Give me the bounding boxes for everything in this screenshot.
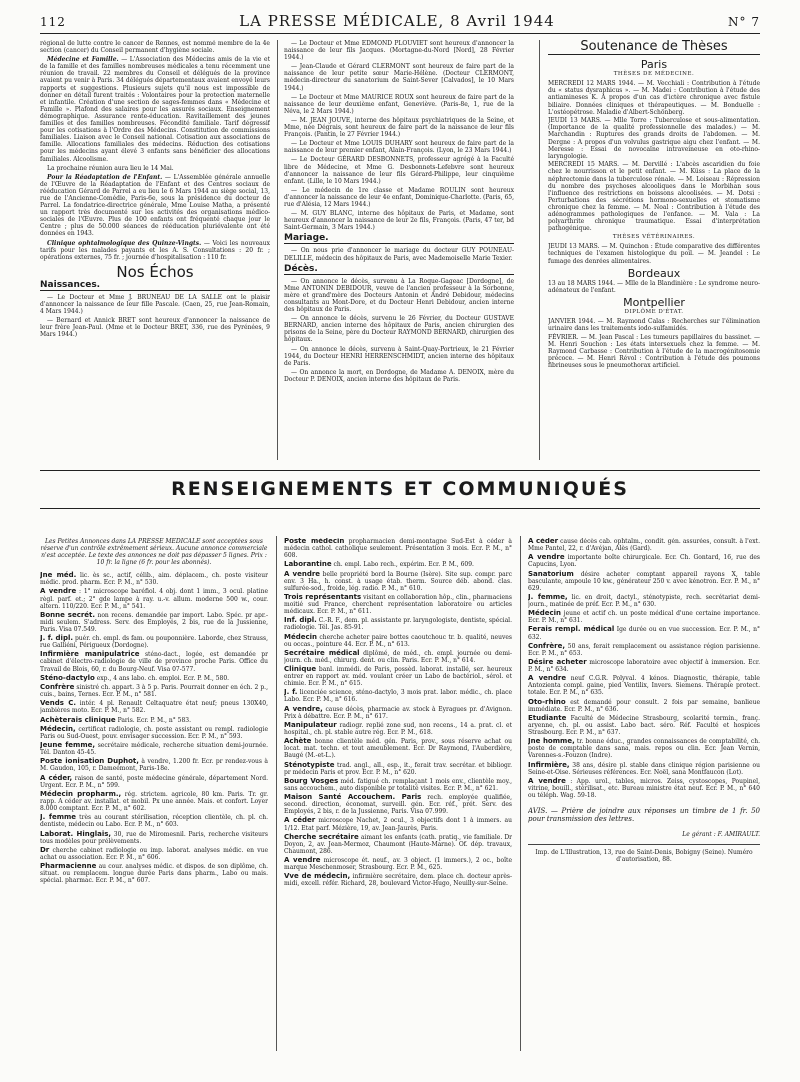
ad-text: trad. angl., all., esp., it., ferait trav. secrétar. et bibliogr. pr médecin Paris et prov. Ecr. P. M., n° 620. <box>284 761 512 776</box>
classified-ad <box>40 651 268 672</box>
news-run-in-heading: Pour la Réadaptation de l'Enfant. <box>47 173 163 181</box>
classified-ad <box>284 706 512 720</box>
city-heading-bordeaux: Bordeaux <box>627 266 681 280</box>
classified-ad <box>528 610 760 624</box>
ads-intro: Les Petites Annonces dans LA PRESSE MÉDICALE sont acceptées sous réserve d'un contrôle extrêmement sérieux. Aucune annonce commerciale n'est acceptée. Le texte des annonces ne doit pas dépasser 5 lignes. Prix : 10 fr. la ligne (6 fr. pour les abonnés). <box>40 538 268 567</box>
ad-lead: Médecin <box>528 609 562 618</box>
ad-lead: A vendre <box>528 553 565 562</box>
ad-text: bonne clientèle méd. gén. Paris, prov., sous réserve achat ou locat. mat. techn. et tout ameublement. Ecr. Dr Raymond, l'Auberdière, Baugé (M.-et-L.). <box>284 738 512 760</box>
ad-lead: Médecin, <box>40 724 76 733</box>
ad-lead: Désire acheter <box>528 658 587 667</box>
gerant-line: Le gérant : F. AMIRAULT. <box>682 830 760 838</box>
classified-ad <box>528 643 760 657</box>
ad-lead: Vve de médecin, <box>284 872 351 881</box>
ad-lead: Secrétaire médical <box>284 648 360 657</box>
ad-lead: A vendre <box>40 587 77 596</box>
classified-ad <box>528 675 760 696</box>
ad-lead: Cherche secrétaire <box>284 832 359 841</box>
news-text: — Voici les nouveaux tarifs pour les malades payants et les A. S. Consultations : 20 fr. ; opérations externes, 75 fr. ; journée d'hospitalisation : 110 fr. <box>40 239 270 261</box>
ad-text: 50 ans, ferait remplacement ou assistance région parisienne. Ecr. P. M., n° 653. <box>528 642 760 657</box>
classified-ad <box>40 684 268 698</box>
ad-text: sténo-dact., logée, est demandée pr cabinet d'électro-radiologie de ville de province proche Paris. Office du Travail de Blois, 60, r. du Bourg-Neuf. Visa 07-577. <box>40 651 268 673</box>
issue-number: N° 7 <box>728 15 760 29</box>
classified-ad <box>284 778 512 792</box>
ad-lead: J. femme, <box>528 592 568 601</box>
news-paragraph <box>40 40 270 54</box>
ad-text: certificat radiologie, ch. poste assistant ou rempl. radiologie Paris ou Sud-Ouest, pouv. envisager succession. Ecr. P. M., n° 593. <box>40 725 268 740</box>
theses-title: Soutenance de Thèses <box>548 40 760 55</box>
journal-title: LA PRESSE MÉDICALE, 8 Avril 1944 <box>239 12 555 30</box>
death-notice: — On annonce le décès, survenu à La Roque-Gageac [Dordogne], de Mme ANTONIN DEBIDOUR, veuve de l'ancien professeur à la Sorbonne, mère et grand'mère des Docteurs Antonin et André Debidour, médecins consultants au Mont-Dore, et du Docteur Henri Debidour, ancien interne des hôpitaux de Paris. <box>284 277 514 314</box>
ad-lead: Achèterais clinique <box>40 715 116 724</box>
classified-ad <box>284 689 512 703</box>
classified-ad <box>528 738 760 759</box>
thesis-entry: JEUDI 13 MARS. — Mlle Torre : Tuberculose et sous-alimentation. (Importance de la qualité professionnelle des malades.) — M. Marchandin : Ruptures des grands droits de l'abdomen. — M. Dergne : A propos d'un volvulus gastrique aigu chez l'enfant. — M. Meresse : Essai de novocaïne intraveineuse en oto-rhino-laryngologie. <box>548 117 760 160</box>
ad-lead: Trois représentants <box>284 592 362 601</box>
news-paragraph <box>40 165 270 172</box>
ad-text: intér. 4 pl. Renault Celtaquatre état neuf; pneus 130X40, jambières moto. Ecr. P. M., n° 582. <box>40 700 268 715</box>
birth-notice: — Le Docteur et Mme EDMOND PLOUVIET sont heureux d'annoncer la naissance de leur fils Jacques. (Mortagne-du-Nord [Nord], 28 Février 1944.) <box>284 40 514 62</box>
ad-text: désire acheter comptant appareil rayons X, table basculante, ampoule 10 kw., générateur 250 v. avec kénotron. Ecr. P. M., n° 629. <box>528 570 760 592</box>
ad-lead: Infirmière, <box>528 760 570 769</box>
ad-text: lic. ès sc., actif, célib., aim. déplacem., ch. poste visiteur médic. prod. pharm. Ecr. P. M., n° 530. <box>40 572 268 587</box>
ad-text: au cour. analyses médic. et dispos. de son diplôme, ch. situat. ou remplacem. longue durée Paris dans pharm., Labo ou mais. spécial. pharmac. Ecr. P. M., n° 607. <box>40 863 268 885</box>
ad-lead: Poste médecin <box>284 538 345 545</box>
classified-ad <box>40 700 268 714</box>
classified-ad <box>40 726 268 740</box>
classified-ad <box>284 634 512 648</box>
avis-notice: AVIS. — Prière de joindre aux réponses un timbre de 1 fr. 50 pour transmission des lettres. <box>528 806 760 823</box>
classified-ad <box>40 572 268 586</box>
ad-lead: A vendre <box>284 569 321 578</box>
classified-ad <box>284 738 512 759</box>
death-notice: — On annonce la mort, en Dordogne, de Madame A. DENOIX, mère du Docteur P. DENOIX, ancien interne des hôpitaux de Paris. <box>284 368 514 383</box>
classified-ad <box>40 831 268 845</box>
ad-text: Faculté de Médecine Strasbourg, scolarité termin., franç. aryenne, ch. pl. ou assist. Labo bact. séro. Réf. Faculté et hospices Strasbourg. Ecr. P. M., n° 637. <box>528 714 760 736</box>
imprimeur-line: Imp. de L'Illustration, 13, rue de Saint-Denis, Bobigny (Seine). Numéro d'autorisation, 88. <box>528 844 760 863</box>
thesis-entry: FÉVRIER. — M. Jean Pascal : Les tumeurs papillaires du bassinet. — M. Henri Souchon : Les états intersexuels chez la femme. — M. Raymond Carbasse : Contribution à l'étude de la macrogénitosomie précoce. — M. Henri Révol : Contribution à l'étude des poumons fibrineuses sous le pneumothorax artificiel. <box>548 333 760 370</box>
birth-notice: — M. JEAN JOUVE, interne des hôpitaux psychiatriques de la Seine, et Mme, née Dégrais, sont heureux de faire part de la naissance de leur fils François. (Pantin, le 27 Février 1944.) <box>284 116 514 139</box>
ad-text: cause décès, pharmacie av. stock à Eyragues pr. d'Avignon. Prix à débattre. Ecr. P. M., n° 617. <box>284 705 512 720</box>
ad-lead: Médecin propharm., <box>40 789 122 798</box>
ad-lead: Pharmacienne <box>40 862 97 871</box>
page-number: 112 <box>40 15 66 29</box>
ad-lead: Ferais rempl. médical <box>528 625 615 634</box>
classified-ad <box>40 612 268 633</box>
ad-lead: J. f. <box>284 688 298 697</box>
ad-text: neuf C.G.R. Polyval. 4 kénos. Diagnostic, thérapie, table Antozienta compl. gaine, pied Ventilix, Invers. Siemens. Thérapie protect. totale. Ecr. P. M., n° 635. <box>528 675 760 697</box>
birth-notice: — Le Docteur et Mme MAURICE ROUX sont heureux de faire part de la naissance de leur deuxième enfant, Geneviève. (Paris-8e, 1, rue de la Néva, le 2 Mars 1944.) <box>284 93 514 115</box>
ad-lead: Jeune femme, <box>40 741 96 750</box>
ad-lead: Confrère <box>40 682 75 691</box>
ad-lead: Oto-rhino <box>528 697 566 706</box>
news-text: La prochaine réunion aura lieu le 14 Mai. <box>47 164 174 172</box>
classified-ad <box>528 571 760 592</box>
ad-lead: Médecin <box>284 632 318 641</box>
classified-ad <box>284 650 512 664</box>
theses-veterinaires: JEUDI 13 MARS. — M. Quinchon : Étude comparative des différentes techniques de l'examen histologique du poil. — M. Jeandel : Le fumage des denrées alimentaires. <box>548 243 760 265</box>
column-1 <box>40 40 270 465</box>
ad-text: cause décès cab. ophtalm., condit. gén. assurées, consult. à l'ext. Mme Pantel, 22, r. d'Avéjan, Alès (Gard). <box>528 538 760 553</box>
ad-text: sinistré ch. appart. 3 à 5 p. Paris. Pourrait donner en éch. 2 p., cuis., bains, Ternes. Ecr. P. M., n° 581. <box>40 683 268 699</box>
theses-section <box>548 40 760 425</box>
ad-text: aimant les enfants (cath. pratiq., vie familiale. Dr Doyon, 2, av. Jean-Mermoz, Chaumont (Haute-Marne). Of. dép. travaux, Chaumont, 286. <box>284 833 512 855</box>
ad-lead: Infirmière manipulatrice <box>40 650 140 659</box>
ad-text: radiogr. replié zone sud, non recens., 14 a. prat. cl. et hospital., ch. pl. stable autre rég. Ecr. P. M., 618. <box>284 721 512 736</box>
news-text: — L'Association des Médecins amis de la vie et de la famille et des familles nombreuses médicales a tenu récemment une réunion de travail. 22 membres du Conseil et délégués de la province avaient pu venir à Paris. 34 délégués départementaux avaient envoyé leurs rapports et suggestions. Plusieurs sujets qu'il nous est impossible de donner en détail furent traités : Volontaires pour la protection maternelle et infantile. Création d'une section de sages-femmes dans « Médecine et Famille ». Plafond des salaires pour les assurés sociaux. Enseignement démographique. Assurance rente-éducation. Ravitaillement des jeunes familles et des familles nombreuses. Fécondité familiale. Tarif dégressif pour les cotisations à l'Ordre des Médecins. Constitution de commissions familiales. Liaison avec le Conseil national. Cotisation aux associations de famille. Allocations familiales des médecins. Réduction des cotisations pour les médecins ayant élevé 3 enfants sans bénéficier des allocations familiales. Alcoolisme. <box>40 56 270 163</box>
ad-lead: Bourg Vosges <box>284 776 339 785</box>
ad-text: exp., 4 ans labo. ch. emploi. Ecr. P. M., 580. <box>94 674 230 682</box>
theses-montpellier-list <box>548 318 760 369</box>
ad-lead: Manipulateur <box>284 720 337 729</box>
classified-ad <box>284 834 512 855</box>
theses-medecine-list <box>548 80 760 232</box>
news-text: — L'Assemblée générale annuelle de l'Œuvre de la Réadaptation de l'Enfant et des Centres sociaux de rééducation Gérard de Parrel a eu lieu le 6 Mars 1944 au siège social, 13, rue de l'Ancienne-Comédie, Paris-6e, sous la présidence du docteur de Parrel. La fondatrice-directrice générale, Mme Louise Matha, a présenté un rapport très documenté sur les activités des organisations médico-sociales de l'Œuvre. Plus de 100 enfants ont fréquenté chaque jour le Centre ; plus de 50.000 séances de rééducation pluriévalente ont été données en 1943. <box>40 173 270 238</box>
ad-lead: Sténotypiste <box>284 760 335 769</box>
ad-text: : App. urol., tables, micros. Zeiss, cystoscopes, Poupinel, vitrine, bouill., stérilisat., etc. Bureau ministre état neuf. Ecr. P. M., n° 640 ou téléph. Wag. 59-18. <box>528 777 760 799</box>
ad-text: propharmacien demi-montagne Sud-Est à céder à médecin cathol. catholique seulement. Présentation 3 mois. Ecr. P. M., n° 608. <box>284 538 512 560</box>
ad-lead: A vendre <box>528 776 566 785</box>
classified-ad <box>284 794 512 815</box>
death-notice: — On annonce le décès, survenu à Saint-Quay-Portrieux, le 21 Février 1944, du Docteur HENRI HERRENSCHMIDT, ancien interne des hôpitaux de Paris. <box>284 345 514 367</box>
ad-lead: Bonne secrét. <box>40 610 96 619</box>
classified-ad <box>284 857 512 871</box>
birth-notice: — Le Docteur et Mme LOUIS DUHARY sont heureux de faire part de la naissance de leur premier enfant, Alain-François. (Lyon, le 23 Mars 1944.) <box>284 140 514 155</box>
classified-ad <box>284 571 512 592</box>
news-paragraph <box>40 240 270 261</box>
ad-text: méd. fatigué ch. remplaçant 1 mois env., clientèle moy., sans accouchem., auto disponible pr totalité visites. Ecr. P. M., n° 621. <box>284 777 512 792</box>
ad-text: cherche cabinet radiologie ou imp. laborat. analyses médic. en vue achat ou association. Ecr. P. M., n° 606. <box>40 846 268 861</box>
ad-lead: A vendre <box>528 674 567 683</box>
classified-ad <box>40 863 268 884</box>
ad-text: microscope Nachet, 2 ocul., 3 objectifs dont 1 à immers. au 1/12. Etat parf. Mézière, 19, av. Jean-Jaurès, Paris. <box>284 817 512 832</box>
ad-text: rech. employée qualifiée, second. direction, économat, surveill. gén. Ecr. réf., prét. Serv. des Employés, 2 bis, r. de la Jussienne, Paris. Visa 07.999. <box>284 794 512 816</box>
birth-notice: — M. GUY BLANC, interne des hôpitaux de Paris, et Madame, sont heureux d'annoncer la naissance de leur 2e fils, François. (Paris, 47 ter, bd Saint-Germain, 3 Mars 1944.) <box>284 210 514 232</box>
news-run-in-heading: Médecine et Famille. <box>47 56 119 64</box>
classified-ad <box>284 666 512 687</box>
ad-lead: A céder <box>284 816 316 825</box>
classified-ad <box>40 742 268 756</box>
birth-notice: — Jean-Claude et Gérard CLERMONT sont heureux de faire part de la naissance de leur petite sœur Marie-Hélène. (Docteur CLERMONT, médecin-directeur du sanatorium de Saint-Sever [Calvados], le 10 Mars 1944.) <box>284 63 514 92</box>
death-notice: — On annonce le décès, survenu le 26 Février, du Docteur GUSTAVE BERNARD, ancien interne des hôpitaux de Paris, ancien chirurgien des prisons de la Seine, père du Docteur RAYMOND BERNARD, chirurgien des hôpitaux. <box>284 315 514 344</box>
ad-text: 38 ans, désire pl. stable dans clinique région parisienne ou Seine-et-Oise. Sérieuses références. Ecr. Noël, sana Montfaucon (Lot). <box>528 761 760 776</box>
ad-lead: Jne méd. <box>40 571 77 580</box>
ad-lead: Etudiante <box>528 713 567 722</box>
thesis-entry: JANVIER 1944. — M. Raymond Calas : Recherches sur l'élimination urinaire dans les traitements iodo-sulfamidés. <box>548 318 760 333</box>
ad-lead: Achète <box>284 737 312 746</box>
classified-ad <box>284 594 512 615</box>
ad-text: ch. empl. Labo rech., expérim. Ecr. P. M., 609. <box>331 561 474 569</box>
classified-ad <box>40 588 268 609</box>
birth-notice: — Bernard et Annick BRET sont heureux d'annoncer la naissance de leur frère Jean-Paul. (Mme et le Docteur BRET, 336, rue des Pyrénées, 9 Mars 1944.) <box>40 317 270 339</box>
news-paragraph <box>40 56 270 162</box>
ad-text: 30, rue de Miromesnil. Paris, recherche visiteurs tous modèles pour prélèvements. <box>40 830 268 845</box>
ad-text: Ige durée ou en vue succession. Ecr. P. M., n° 632. <box>528 626 760 641</box>
ad-lead: A céder <box>528 538 559 545</box>
ad-text: à vendre, 1.200 fr. Ecr. pr rendez-vous à M. Gaudon, 105, r. Dameémont, Paris-18e. <box>40 758 268 773</box>
ad-text: belle propriété bord la Bourne (Isère). Site sup. compr. parc env. 3 Ha., h. const. à usage étab. therm. Source déb. abond. clas. sulfurée-sod., froide, lég. radio. P. M., n° 610. <box>284 570 512 592</box>
ad-lead: J. femme <box>40 813 77 822</box>
theses-veterinaires-label: THÈSES VÉTÉRINAIRES. <box>612 234 696 241</box>
classified-ad <box>284 538 512 559</box>
ads-column-2 <box>284 538 512 1068</box>
mariage-heading: Mariage. <box>284 235 514 244</box>
news-text: régional de lutte contre le cancer de Rennes, est nommé membre de la 4e section (cancer) du Conseil permanent d'hygiène sociale. <box>40 40 270 55</box>
classified-ad <box>284 617 512 631</box>
ad-lead: Dr <box>40 845 50 854</box>
ad-text: C.-R. F., dem. pl. assistante pr. laryngologiste, dentiste, spécial. radiologie. Tél. Jas. 85-91. <box>284 617 512 632</box>
ad-lead: A vendre <box>284 856 321 865</box>
city-heading-paris: Paris <box>640 58 668 72</box>
ad-lead: Inf. dipl. <box>284 616 317 625</box>
ad-lead: Vends C. <box>40 699 77 708</box>
ad-text: secrétaire médicale, recherche situation demi-journée. Tél. Danton 45-45. <box>40 742 268 757</box>
classified-ad <box>528 538 760 552</box>
ad-text: Paris. Ecr. P. M., n° 583. <box>115 716 191 724</box>
renseignements-title: RENSEIGNEMENTS ET COMMUNIQUÉS <box>171 478 629 500</box>
classified-ad <box>528 778 760 799</box>
classified-ad <box>40 675 268 682</box>
classified-ad <box>284 873 512 887</box>
diplome-label: DIPLÔME D'ÉTAT. <box>624 309 684 315</box>
ad-lead: Laborat. Hinglais, <box>40 829 112 838</box>
classified-ad <box>40 814 268 828</box>
ad-text: est demandé pour consult. 2 fois par semaine, banlieue immédiate. Ecr. P. M., n° 636. <box>528 698 760 713</box>
theses-bordeaux: 13 au 18 MARS 1944. — Mlle de la Blandinière : Le syndrome neuro-adénateux de l'enfant. <box>548 279 760 294</box>
ad-text: infirmière secrétaire, dem. place ch. docteur après-midi, excell. référ. Richard, 28, boulevard Victor-Hugo, Neuilly-sur-Seine. <box>284 873 512 888</box>
section-rule-top <box>40 470 760 471</box>
classified-ad <box>40 847 268 861</box>
ad-lead: Sanatorium <box>528 569 574 578</box>
classified-ad <box>284 817 512 831</box>
classified-ad <box>40 775 268 789</box>
classified-ad <box>284 561 512 568</box>
classified-ad <box>528 699 760 713</box>
thesis-entry: MERCREDI 12 MARS 1944. — M. Vecchiali : Contribution à l'étude du « status dysraphicus ». — M. Madei : Contribution à l'étude des antiamineses K. A propos d'un cas d'ictère chronique avec fistule biliaire. Données cliniques et thérapeutiques. — M. Bonduelle : L'ostéopétrose. Maladie d'Albert-Schönberg. <box>548 80 760 116</box>
classified-ad <box>40 717 268 724</box>
nos-echos-heading: Nos Échos <box>116 262 194 281</box>
naissances-heading: Naissances. <box>40 282 270 291</box>
classified-ad <box>528 762 760 776</box>
ad-lead: Poste ionisation Duphot, <box>40 757 139 766</box>
ad-lead: Maison Santé Accouchem. Paris <box>284 793 422 802</box>
classified-ad <box>528 715 760 736</box>
news-paragraph <box>40 174 270 238</box>
ad-lead: Sténo-dactylo <box>40 673 95 682</box>
ad-text: raison de santé, poste médecine générale, département Nord. Urgent. Ecr. P. M., n° 599. <box>40 774 268 789</box>
classified-ad <box>528 554 760 568</box>
classified-ad <box>284 762 512 776</box>
city-heading-montpellier: Montpellier <box>623 295 685 309</box>
column-divider <box>539 40 540 460</box>
ad-text: microscope ét. neuf., av. 3 object. (1 immers.), 2 oc., boîte marque Meschenmoser, Strasbourg. Ecr. P. M., 625. <box>284 857 512 872</box>
birth-notice: — Le Docteur et Mme J. BRUNEAU DE LA SALLE ont le plaisir d'annoncer la naissance de leur fille Pascale. (Caen, 25, rue Jean-Romain, 4 Mars 1944.) <box>40 294 270 316</box>
ad-text: tr. bonne éduc., grandes connaissances de comptabilité, ch. poste de comptable dans sana, mais. repos ou clin. Ecr. Jean Vernin, Varennes-s.-Fouzon (Indre). <box>528 738 760 760</box>
ad-text: jeune et actif ch. un poste médical d'une certaine importance. Ecr. P. M., n° 631. <box>528 610 760 625</box>
birth-notice: — Le Docteur GÉRARD DESBONNETS, professeur agrégé à la Faculté libre de Médecine, et Mme G. Desbonnets-Lefebvre sont heureux d'annoncer la naissance de leur fils Gérard-Philippe, leur cinquième enfant. (Lille, le 10 Mars 1944.) <box>284 156 514 185</box>
ad-lead: Laborantine <box>284 560 332 569</box>
classified-ad <box>40 635 268 649</box>
ad-text: lic. en droit, dactyl., sténotypiste, rech. secrétariat demi-journ., matinée de préf. Ecr. P. M., n° 630. <box>528 593 760 608</box>
ad-text: diplômé, de méd., ch. empl. journée ou demi-journ. ch. méd., chirurg. dent. ou clin. Paris. Ecr. P. M., n° 614. <box>284 649 512 664</box>
ad-lead: J. f. dipl. <box>40 634 74 643</box>
ad-text: puér. ch. empl. ds fam. ou pouponnière. Laborde, chez Strauss, rue Galliéni, Périgueux (Dordogne). <box>40 635 268 650</box>
ad-lead: Clinique <box>284 665 317 674</box>
ad-text: visitant en collaboration hôp., clin., pharmaciens moitié sud France, cherchent représentation laboratoire ou articles médicaux. Ecr. P. M., n° 611. <box>284 593 512 615</box>
ad-text: cherche acheter paire bottes caoutchouc tr. b. qualité, neuves ou occas., pointure 44. Ecr. P. M., n° 613. <box>284 633 512 648</box>
classified-ad <box>528 626 760 640</box>
thesis-entry: MERCREDI 15 MARS. — M. Dervillé : L'abcès ascaridien du foie chez le nourrisson et le petit enfant. — M. Küss : La place de la néphrectomie dans la tuberculose rénale. — M. Loiseau : Répression du nombre des psychoses alcooliques dans le Morbihan sous l'influence des restrictions en boissons alcoolisées. — M. Dotsi : Perturbations des sécrétions hormono-sexuelles et stomatisme chronique chez la femme. — M. Noal : Contribution à l'étude des adénogrammes pathologiques de l'enfance. — M. Vala : La polyarthrite chronique traumatique. Essai d'interprétation pathogénique. <box>548 161 760 233</box>
ad-text: banl. immédi. de Paris, possèd. laborat. installé, ser. heureux entrer en rapport av. méd. voulant créer un Labo de bactériol., sérol. et chimie. Ecr. P. M., n° 615. <box>284 666 512 688</box>
ads-column-1 <box>40 538 268 1068</box>
column-divider <box>277 40 278 460</box>
ad-text: importante boîte chirurgicale. Ecr. Ch. Gontard, 16, rue des Capucins, Lyon. <box>528 554 760 569</box>
ad-text: microscope laboratoire avec objectif à immersion. Ecr. P. M., n° 634. <box>528 659 760 674</box>
column-divider <box>520 536 521 1051</box>
ad-text: licenciée science, sténo-dactylo, 3 mois prat. labor. médic., ch. place Labo. Ecr. P. M., n° 616. <box>284 689 512 704</box>
ad-text: : 1° microscope baréfiol. 4 obj. dont 1 imm., 3 ocul. platine règl. parf. et.; 2° gde lampe à ray. u.-v. allum. moderne 500 w., cour. altern. 110/220. Ecr. P. M., n° 541. <box>40 588 268 610</box>
ad-lead: A vendre, <box>284 704 323 713</box>
column-2 <box>284 40 514 465</box>
birth-notice: — Le médecin de 1re classe et Madame ROULIN sont heureux d'annoncer la naissance de leur 4e enfant, Dominique-Charlotte. (Paris, 65, rue d'Alésia, 12 Mars 1944.) <box>284 186 514 208</box>
classified-ad <box>284 722 512 736</box>
column-divider <box>276 536 277 1051</box>
ads-column-3 <box>528 538 760 1068</box>
classified-ad <box>40 758 268 772</box>
ad-text: très au courant stérilisation, réception clientèle, ch. pl. ch. dentiste, médecin ou Labo. Ecr. P. M., n° 603. <box>40 814 268 829</box>
ad-text: rég. strictem. agricole, 80 km. Paris. Tr. gr. rapp. A céder av. installat. et mobil. Px une année. Mais. et confort. Loyer 8.000 comptant. Ecr. P. M., n° 602. <box>40 790 268 812</box>
page-header <box>40 12 760 34</box>
section-rule-bottom <box>40 508 760 509</box>
news-run-in-heading: Clinique ophtalmologique des Quinze-Vingts. <box>47 239 202 247</box>
marriage-notice: — On nous prie d'annoncer le mariage du docteur GUY POUNEAU-DELILLE, médecin des hôpitaux de Paris, avec Mademoiselle Marie Texier. <box>284 247 514 262</box>
deces-heading: Décès. <box>284 266 514 275</box>
ad-text: non recens. demandée par import. Labo. Spéc. pr apr.-midi seulem. S'adress. Serv. des Employés, 2 bis, rue de la Jussienne, Paris. Visa 07.549. <box>40 611 268 633</box>
ad-lead: Confrère, <box>528 641 566 650</box>
classified-ad <box>40 791 268 812</box>
classified-ad <box>528 594 760 608</box>
ad-lead: A céder, <box>40 773 73 782</box>
ad-lead: Jne homme, <box>528 737 575 746</box>
theses-medecine-label: THÈSES DE MÉDECINE. <box>613 71 695 78</box>
classified-ad <box>528 659 760 673</box>
